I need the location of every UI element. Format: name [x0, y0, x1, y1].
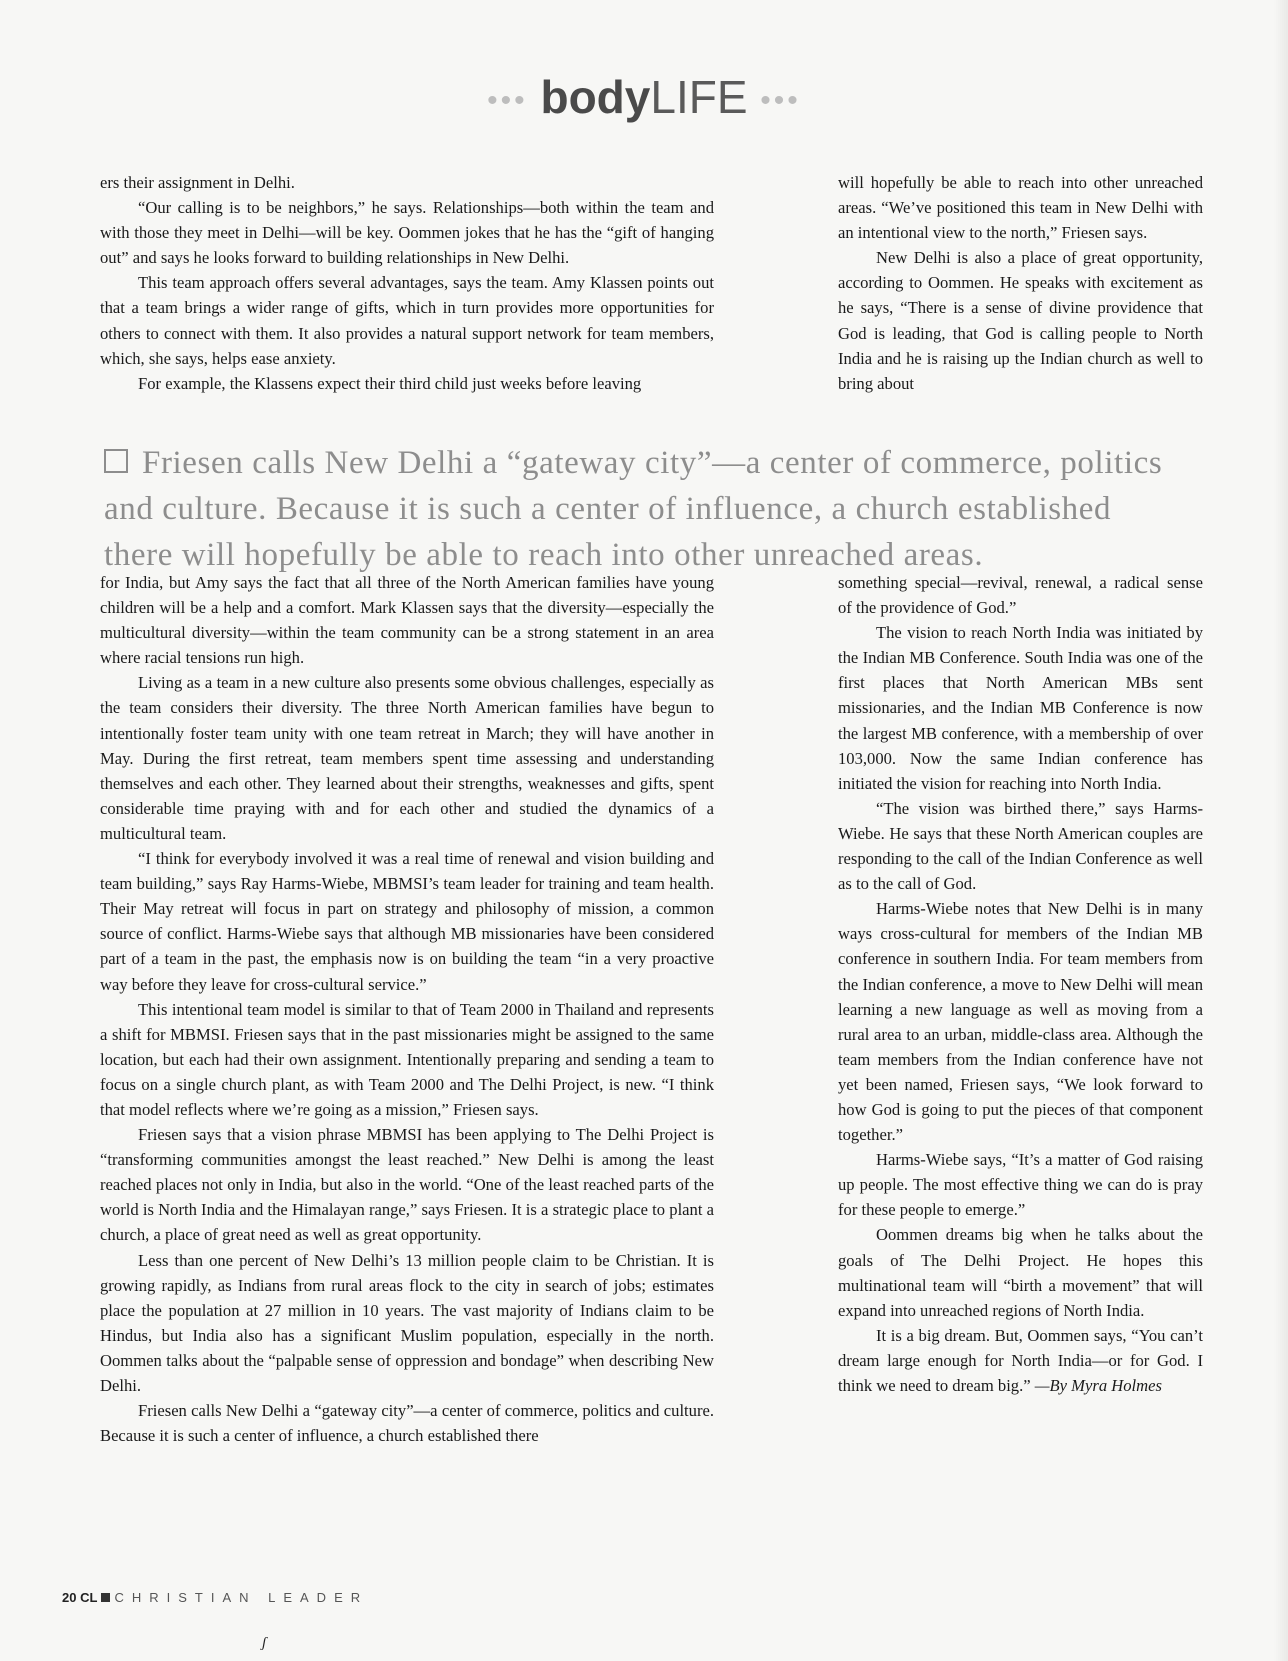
right-column-top: [838, 170, 1203, 396]
paragraph: Harms-Wiebe says, “It’s a matter of God raising up people. The most effective thing we can do is pray for these people to emerge.”: [838, 1150, 1203, 1220]
left-column-bottom: [100, 570, 714, 1448]
paragraph: For example, the Klassens expect their third child just weeks before leaving: [138, 373, 642, 393]
left-column-top: [100, 170, 714, 396]
paragraph: Less than one percent of New Delhi’s 13 million people claim to be Christian. It is growing rapidly, as Indians from rural areas flock to the city in search of jobs; estimates place the population at 27 million in 10 years. The vast majority of Indians claim to be Hindus, but India also has a significant Muslim population, especially in the north. Oommen talks about the “palpable sense of oppression and bondage” when describing New Delhi.: [100, 1250, 714, 1395]
paragraph: Living as a team in a new culture also presents some obvious challenges, especially as the team considers their diversity. The three North American families have begun to intentionally foster team unity with one team retreat in March; they will have another in May. During the first retreat, team members spent time assessing and understanding themselves and each other. They learned about their strengths, weaknesses and gifts, spent considerable time praying with and for each other and studied the dynamics of a multicultural team.: [100, 673, 714, 843]
byline: —By Myra Holmes: [1034, 1376, 1162, 1395]
header-dots-right: •••: [760, 83, 801, 117]
scan-edge-shadow: [1274, 0, 1288, 1661]
square-icon: [101, 1593, 110, 1602]
paragraph: ers their assignment in Delhi.: [100, 173, 295, 192]
paragraph: “I think for everybody involved it was a real time of renewal and vision building and team building,” says Ray Harms-Wiebe, MBMSI’s team leader for training and team health. Their May retreat will focus in part on strategy and philosophy of mission, a common source of conflict. Harms-Wiebe says that although MB missionaries have been considered part of a team in the past, the emphasis now is on building the team “in a very proactive way before they leave for cross-cultural service.”: [100, 849, 714, 994]
square-bullet-icon: [104, 449, 128, 473]
paragraph: Friesen says that a vision phrase MBMSI has been applying to The Delhi Project is “transforming communities amongst the least reached.” New Delhi is among the least reached places not only in India, but also in the world. “One of the least reached parts of the world is North India and the Himalayan range,” says Friesen. It is a strategic place to plant a church, a place of great need as well as great opportunity.: [100, 1125, 714, 1245]
page-footer: [62, 1590, 368, 1605]
paragraph: will hopefully be able to reach into other unreached areas. “We’ve positioned this team in New Delhi with an intentional view to the north,” Friesen says.: [838, 173, 1203, 243]
pull-quote: [104, 440, 1164, 578]
margin-mark: ʃ: [262, 1635, 267, 1651]
paragraph: Friesen calls New Delhi a “gateway city”—a center of commerce, politics and culture. Because it is such a center of influence, a church established there: [100, 1401, 714, 1446]
header-life-word: LIFE: [650, 71, 748, 123]
page-number: 20: [62, 1590, 77, 1605]
closing-text: It is a big dream. But, Oommen says, “You can’t dream large enough for North India—or for God. I think we need to dream big.”: [838, 1325, 1203, 1395]
paragraph: something special—revival, renewal, a radical sense of the providence of God.”: [838, 573, 1203, 618]
pull-quote-text: Friesen calls New Delhi a “gateway city”—a center of commerce, politics and culture. Because it is such a center of influence, a church established there will hopefully be able to reach into other unreached areas.: [104, 445, 1163, 573]
paragraph: for India, but Amy says the fact that all three of the North American families have young children will be a help and a comfort. Mark Klassen says that the diversity—especially the multicultural diversity—within the team community can be a strong statement in an area where racial tensions run high.: [100, 573, 714, 668]
section-header: [0, 70, 1288, 124]
paragraph: Oommen dreams big when he talks about the goals of The Delhi Project. He hopes this multinational team will “birth a movement” that will expand into unreached regions of North India.: [838, 1225, 1203, 1320]
paragraph: “Our calling is to be neighbors,” he says. Relationships—both within the team and with those they meet in Delhi—will be key. Oommen jokes that he has the “gift of hanging out” and says he looks forward to building relationships in New Delhi.: [100, 198, 714, 268]
right-column-bottom: [838, 570, 1203, 1398]
paragraph: New Delhi is also a place of great opportunity, according to Oommen. He speaks with excitement as he says, “There is a sense of divine providence that God is leading, that God is calling people to North India and he is raising up the Indian church as well to bring about: [838, 248, 1203, 393]
paragraph: This intentional team model is similar to that of Team 2000 in Thailand and represents a shift for MBMSI. Friesen says that in the past missionaries might be assigned to the same location, but each had their own assignment. Intentionally preparing and sending a team to focus on a single church plant, as with Team 2000 and The Delhi Project, is new. “I think that model reflects where we’re going as a mission,” Friesen says.: [100, 999, 714, 1119]
magazine-short-name: CL: [80, 1590, 98, 1605]
paragraph: This team approach offers several advantages, says the team. Amy Klassen points out that a team brings a wider range of gifts, which in turn provides more opportunities for others to connect with them. It also provides a natural support network for team members, which, she says, helps ease anxiety.: [100, 273, 714, 368]
paragraph: The vision to reach North India was initiated by the Indian MB Conference. South India was one of the first places that North American MBs sent missionaries, and the Indian MB Conference is now the largest MB conference, with a membership of over 103,000. Now the same Indian conference has initiated the vision for reaching into North India.: [838, 623, 1203, 793]
paragraph: [838, 1323, 1203, 1398]
header-dots-left: •••: [487, 83, 528, 117]
paragraph: “The vision was birthed there,” says Harms-Wiebe. He says that these North American couples are responding to the call of the Indian Conference as well as to the call of God.: [838, 798, 1203, 894]
publication-name: CHRISTIAN LEADER: [114, 1590, 369, 1605]
paragraph: Harms-Wiebe notes that New Delhi is in many ways cross-cultural for members of the Indian MB conference in southern India. For team members from the Indian conference, a move to New Delhi will mean learning a new language as well as moving from a rural area to an urban, middle-class area. Although the team members from the Indian conference have not yet been named, Friesen says, “We look forward to how God is going to put the pieces of that component together.”: [838, 899, 1203, 1145]
header-body-word: body: [540, 71, 651, 123]
